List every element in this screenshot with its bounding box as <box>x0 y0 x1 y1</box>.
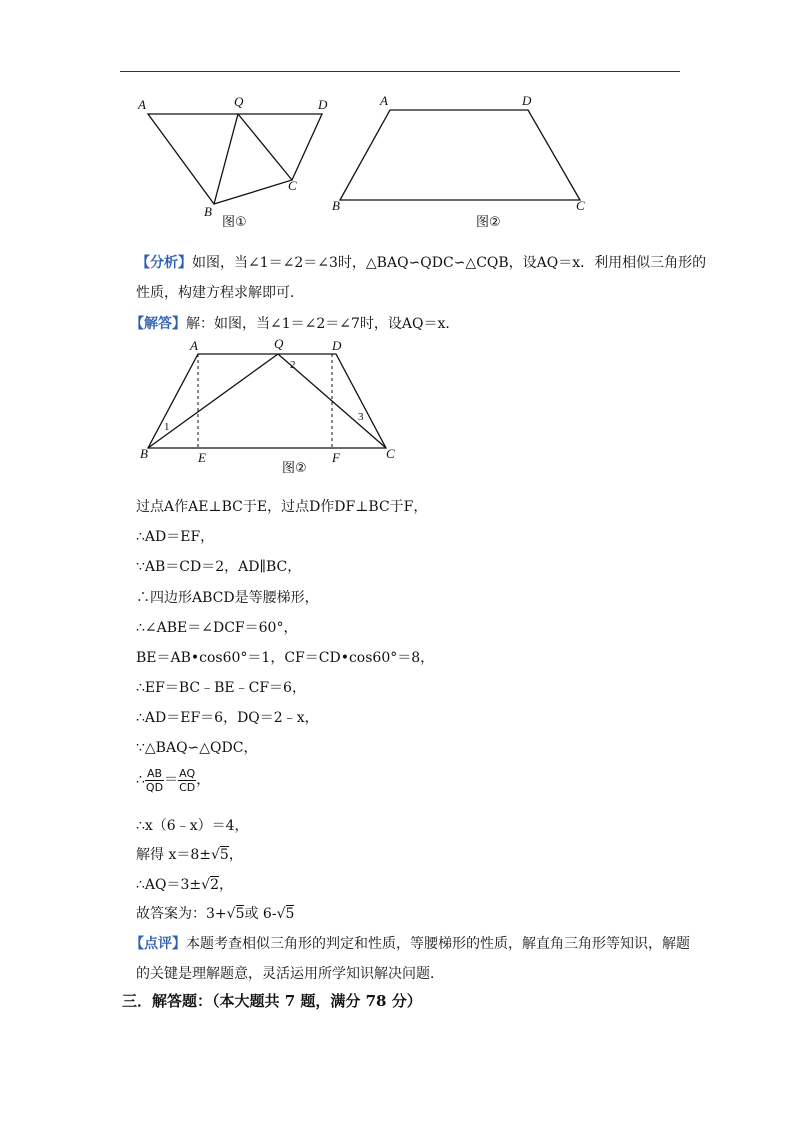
fig3-angle-1: 1 <box>164 421 170 433</box>
fig3-label-e: E <box>198 450 206 465</box>
ratio-num-2: AQ <box>179 766 196 780</box>
fig3-label-a: A <box>190 338 198 353</box>
figure-3-diagram <box>136 336 406 476</box>
step-3: ∵AB＝CD＝2，AD∥BC， <box>136 559 302 575</box>
solve-x-suffix: ， <box>228 847 243 863</box>
answer-prefix: 故答案为：3+ <box>136 906 227 922</box>
section-heading: 三．解答题：（本大题共 7 题，满分 78 分） <box>122 992 422 1010</box>
fig1-label-c: C <box>288 178 297 193</box>
aq-radicand: 2 <box>210 877 219 893</box>
ratio-num-1: AB <box>145 767 164 781</box>
ratio-den-2: CD <box>179 780 196 794</box>
step-8: ∴AD＝EF＝6，DQ＝2﹣x， <box>136 710 319 726</box>
fig3-label-d: D <box>332 338 342 353</box>
ratio-den-1: QD <box>145 780 164 794</box>
answer-line <box>136 904 294 924</box>
ratio-prefix: ∴ <box>136 772 145 788</box>
fig1-caption: 图① <box>222 215 247 230</box>
fig2-label-d: D <box>522 93 532 108</box>
step-4: ∴四边形ABCD是等腰梯形， <box>136 590 319 606</box>
aq-prefix: ∴AQ＝3± <box>136 877 202 893</box>
fig1-label-q: Q <box>234 94 244 109</box>
fig1-label-d: D <box>318 97 328 112</box>
figure-2 <box>328 92 598 232</box>
step-9: ∵△BAQ∽△QDC， <box>136 740 258 756</box>
figure-2-diagram <box>328 92 598 232</box>
ratio-suffix: ， <box>196 772 211 788</box>
aq-line <box>136 875 233 895</box>
fraction-aq-cd <box>178 767 196 794</box>
fig3-label-f: F <box>332 450 340 465</box>
solve-x-radicand: 5 <box>219 847 229 863</box>
fig3-angle-2: 2 <box>290 359 296 371</box>
solution-intro: 解：如图，当∠1＝∠2＝∠7时，设AQ＝x． <box>186 316 460 332</box>
analysis-tag: 【分析】 <box>136 255 192 271</box>
fig2-label-b: B <box>332 198 340 213</box>
fig3-label-c: C <box>386 446 395 461</box>
fig3-label-b: B <box>140 446 148 461</box>
answer-radicand-2: 5 <box>285 906 295 922</box>
sqrt-symbol: √ <box>210 847 220 863</box>
fig2-label-a: A <box>380 93 388 108</box>
figure-3 <box>136 336 406 476</box>
review-line-1 <box>130 934 690 954</box>
fig1-label-b: B <box>204 204 212 219</box>
solve-x-prefix: 解得 x＝8± <box>136 847 211 863</box>
answer-radicand-1: 5 <box>235 906 245 922</box>
analysis-text-1: 如图，当∠1＝∠2＝∠3时，△BAQ∽QDC∽△CQB，设AQ＝x．利用相似三角形的 <box>192 255 707 271</box>
sqrt-symbol: √ <box>226 906 236 922</box>
solution-line <box>130 314 459 334</box>
analysis-line-2: 性质，构建方程求解即可． <box>136 285 304 301</box>
fraction-ab-qd <box>145 767 164 794</box>
solution-tag: 【解答】 <box>130 316 186 332</box>
sqrt-symbol: √ <box>201 877 211 893</box>
step-5: ∴∠ABE＝∠DCF＝60°， <box>136 620 298 636</box>
fig2-caption: 图② <box>476 215 501 230</box>
answer-mid: 或 6- <box>244 906 277 922</box>
aq-suffix: ， <box>218 877 233 893</box>
review-line-2: 的关键是理解题意，灵活运用所学知识解决问题． <box>136 966 444 982</box>
fig1-label-a: A <box>138 97 146 112</box>
fig3-angle-3: 3 <box>358 411 364 423</box>
step-1: 过点A作AE⊥BC于E，过点D作DF⊥BC于F， <box>136 499 428 515</box>
fig2-label-c: C <box>576 198 585 213</box>
sqrt-symbol: √ <box>276 906 286 922</box>
step-2: ∴AD＝EF， <box>136 529 215 545</box>
figure-1 <box>130 92 340 232</box>
step-7: ∴EF＝BC﹣BE﹣CF＝6， <box>136 680 306 696</box>
step-6: BE＝AB•cos60°＝1，CF＝CD•cos60°＝8， <box>136 650 435 666</box>
review-tag: 【点评】 <box>130 936 186 952</box>
analysis-line-1 <box>136 253 706 273</box>
figure-1-diagram <box>130 92 340 232</box>
header-rule <box>120 71 680 72</box>
step-equation: ∴x（6﹣x）＝4， <box>136 818 249 834</box>
review-text-1: 本题考查相似三角形的判定和性质，等腰梯形的性质，解直角三角形等知识，解题 <box>186 936 690 952</box>
fig3-caption: 图② <box>282 461 307 476</box>
solve-x-line <box>136 845 243 865</box>
ratio-eq: ＝ <box>164 772 179 788</box>
ratio-line <box>136 765 210 795</box>
fig3-label-q: Q <box>274 336 284 351</box>
